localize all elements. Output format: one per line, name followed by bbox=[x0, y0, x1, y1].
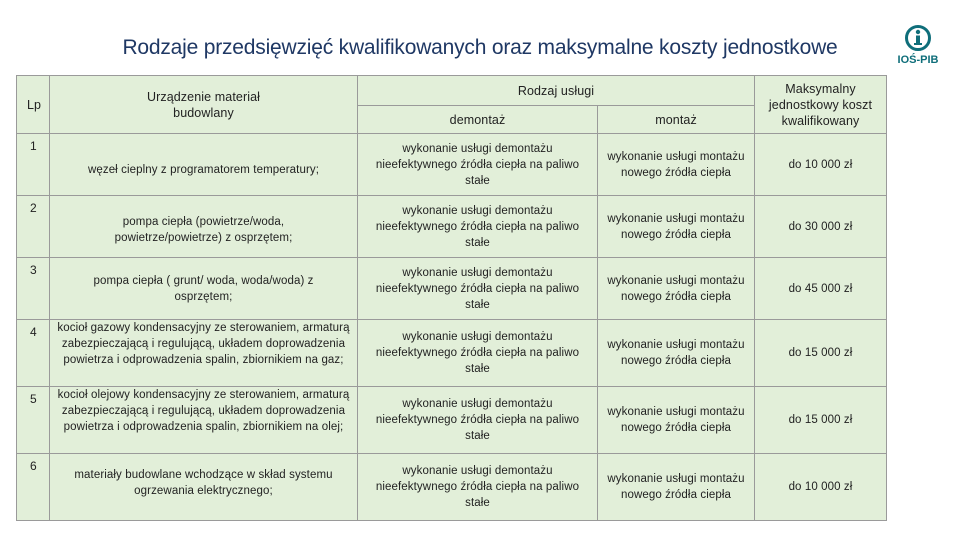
row-dismantling: wykonanie usługi demontażu nieefektywnego źródła ciepła na paliwo stałe bbox=[358, 320, 598, 387]
row-max-cost: do 15 000 zł bbox=[755, 320, 887, 387]
row-max-cost: do 30 000 zł bbox=[755, 196, 887, 258]
row-device: pompa ciepła ( grunt/ woda, woda/woda) z osprzętem; bbox=[50, 258, 358, 320]
table-row bbox=[17, 454, 887, 521]
row-lp: 6 bbox=[17, 454, 50, 521]
row-device: materiały budowlane wchodzące w skład systemu ogrzewania elektrycznego; bbox=[50, 454, 358, 521]
header-max-cost: Maksymalny jednostkowy koszt kwalifikowany bbox=[755, 76, 887, 134]
table-row bbox=[17, 134, 887, 196]
row-lp: 3 bbox=[17, 258, 50, 320]
row-lp: 2 bbox=[17, 196, 50, 258]
row-assembly: wykonanie usługi montażu nowego źródła ciepła bbox=[598, 196, 755, 258]
row-dismantling: wykonanie usługi demontażu nieefektywnego źródła ciepła na paliwo stałe bbox=[358, 454, 598, 521]
row-lp: 1 bbox=[17, 134, 50, 196]
row-lp: 4 bbox=[17, 320, 50, 387]
row-device: kocioł gazowy kondensacyjny ze sterowaniem, armaturą zabezpieczającą i regulującą, układem doprowadzenia powietrza i odprowadzenia spalin, zbiornikiem na gaz; bbox=[50, 320, 358, 387]
page-title: Rodzaje przedsięwzięć kwalifikowanych oraz maksymalne koszty jednostkowe bbox=[122, 36, 838, 59]
table-row bbox=[17, 258, 887, 320]
row-device: pompa ciepła (powietrze/woda, powietrze/powietrze) z osprzętem; bbox=[50, 196, 358, 258]
row-assembly: wykonanie usługi montażu nowego źródła ciepła bbox=[598, 320, 755, 387]
table-row bbox=[17, 387, 887, 454]
table-row bbox=[17, 196, 887, 258]
header-assembly: montaż bbox=[598, 106, 755, 134]
header-service-type: Rodzaj usługi bbox=[358, 76, 755, 106]
row-dismantling: wykonanie usługi demontażu nieefektywnego źródła ciepła na paliwo stałe bbox=[358, 258, 598, 320]
header-device: Urządzenie materiał budowlany bbox=[50, 76, 358, 134]
row-assembly: wykonanie usługi montażu nowego źródła ciepła bbox=[598, 134, 755, 196]
header-row-top bbox=[17, 76, 887, 106]
row-dismantling: wykonanie usługi demontażu nieefektywnego źródła ciepła na paliwo stałe bbox=[358, 134, 598, 196]
row-assembly: wykonanie usługi montażu nowego źródła ciepła bbox=[598, 454, 755, 521]
row-max-cost: do 15 000 zł bbox=[755, 387, 887, 454]
row-device: węzeł cieplny z programatorem temperatury; bbox=[50, 134, 358, 196]
row-max-cost: do 10 000 zł bbox=[755, 454, 887, 521]
info-circle-logo-icon bbox=[893, 24, 943, 54]
row-dismantling: wykonanie usługi demontażu nieefektywnego źródła ciepła na paliwo stałe bbox=[358, 387, 598, 454]
logo-text: IOŚ-PIB bbox=[897, 54, 939, 66]
header-dismantling: demontaż bbox=[358, 106, 598, 134]
row-max-cost: do 10 000 zł bbox=[755, 134, 887, 196]
row-device: kocioł olejowy kondensacyjny ze sterowaniem, armaturą zabezpieczającą i regulującą, układem doprowadzenia powietrza i odprowadzenia spalin, zbiornikiem na olej; bbox=[50, 387, 358, 454]
row-dismantling: wykonanie usługi demontażu nieefektywnego źródła ciepła na paliwo stałe bbox=[358, 196, 598, 258]
row-assembly: wykonanie usługi montażu nowego źródła ciepła bbox=[598, 387, 755, 454]
header-lp: Lp bbox=[17, 76, 50, 134]
row-max-cost: do 45 000 zł bbox=[755, 258, 887, 320]
row-assembly: wykonanie usługi montażu nowego źródła ciepła bbox=[598, 258, 755, 320]
ios-pib-logo bbox=[893, 24, 943, 72]
table-row bbox=[17, 320, 887, 387]
row-lp: 5 bbox=[17, 387, 50, 454]
qualified-projects-table bbox=[16, 75, 887, 521]
